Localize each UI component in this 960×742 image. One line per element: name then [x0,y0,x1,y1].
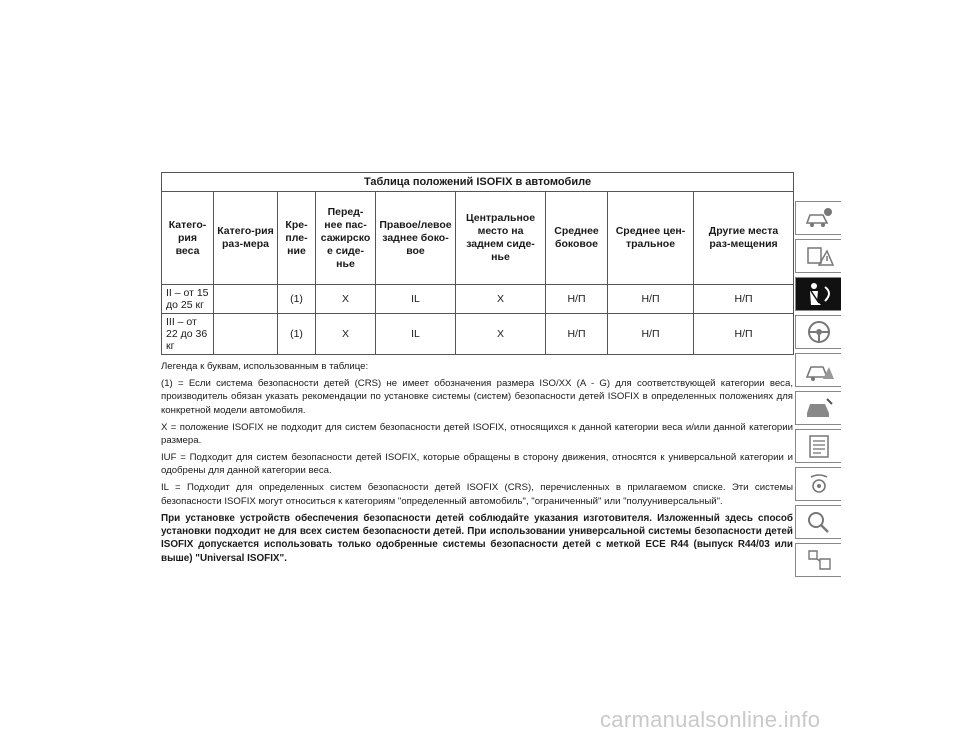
isofix-table [161,172,794,355]
table-cell: X [316,314,376,355]
legend-intro: Легенда к буквам, использованным в таблице: [161,361,369,372]
steering-wheel-icon [803,319,835,345]
sidebar-tab-language[interactable] [795,543,841,577]
legend [161,360,793,565]
sidebar-tab-emergency[interactable] [795,353,841,387]
sidebar-tab-service[interactable] [795,391,841,425]
table-row [162,314,794,355]
car-front-info-icon [803,205,835,231]
column-header: Катего-рия веса [162,192,214,285]
column-header: Среднее боковое [546,192,608,285]
table-cell: Н/П [546,285,608,314]
table-cell [214,285,278,314]
table-cell: X [316,285,376,314]
sidebar-tab-multimedia[interactable] [795,467,841,501]
sidebar-tab-index[interactable] [795,505,841,539]
sidebar-tab-dashboard[interactable] [795,239,841,273]
installation-warning: При установке устройств обеспечения безопасности детей соблюдайте указания изготовителя. Изложенный здесь способ установки подходит не для всех систем безопасности детей. При использовании универсальной системы безопасности детей ISOFIX допускается использовать только одобренные системы безопасности детей с меткой ECE R44 (выпуск R44/03 или выше) "Universal ISOFIX". [161,512,793,564]
table-cell: (1) [278,314,316,355]
table-cell: Н/П [608,314,694,355]
column-header: Среднее цен-тральное [608,192,694,285]
table-cell: IL [376,285,456,314]
page-content [161,172,793,569]
legend-item: IUF = Подходит для систем безопасности детей ISOFIX, которые обращены в сторону движения, относятся к универсальной категории и одобрены для данной категории веса. [161,451,793,477]
table-cell: X [456,314,546,355]
column-header: Правое/левое заднее боко-вое [376,192,456,285]
table-cell: Н/П [694,314,794,355]
sidebar-tab-specifications[interactable] [795,429,841,463]
table-cell [214,314,278,355]
dashboard-warning-icon [803,243,835,269]
table-cell: II – от 15 до 25 кг [162,285,214,314]
chapter-sidebar [795,201,841,581]
column-header: Центральное место на заднем сиде-нье [456,192,546,285]
table-row [162,285,794,314]
legend-item: IL = Подходит для определенных систем безопасности детей ISOFIX (CRS), перечисленных в прилагаемом списке. Эти системы безопасности ISOFIX могут относиться к категориям "определенный автомобиль", "ограниченный" или "полууниверсальный". [161,482,793,507]
column-header: Кре-пле-ние [278,192,316,285]
search-index-icon [803,509,835,535]
column-header: Перед-нее пас-сажирско е сиде-нье [316,192,376,285]
seatbelt-airbag-icon [803,281,835,307]
table-cell: Н/П [694,285,794,314]
car-service-icon [803,395,835,421]
roadside-emergency-icon [803,357,835,383]
watermark: carmanualsonline.info [600,707,821,732]
table-cell: Н/П [546,314,608,355]
table-title: Таблица положений ISOFIX в автомобиле [162,173,794,192]
table-cell: IL [376,314,456,355]
column-header: Катего-рия раз-мера [214,192,278,285]
sidebar-tab-safety[interactable] [795,277,841,311]
language-icon [803,547,835,573]
table-cell: X [456,285,546,314]
column-header: Другие места раз-мещения [694,192,794,285]
legend-item: X = положение ISOFIX не подходит для систем безопасности детей ISOFIX, относящихся к данной категории веса и/или данной категории размера. [161,421,793,447]
table-cell: (1) [278,285,316,314]
table-cell: III – от 22 до 36 кг [162,314,214,355]
sidebar-tab-car-info[interactable] [795,201,841,235]
sidebar-tab-starting[interactable] [795,315,841,349]
specifications-list-icon [803,433,835,459]
table-cell: Н/П [608,285,694,314]
multimedia-icon [803,471,835,497]
table-header-row [162,192,794,285]
legend-item: (1) = Если система безопасности детей (CRS) не имеет обозначения размера ISO/XX (A - G) для соответствующей категории веса, производитель обязан указать рекомендации по установке системы (систем) безопасности детей ISOFIX в определенных положениях для конкретной модели автомобиля. [161,377,793,416]
